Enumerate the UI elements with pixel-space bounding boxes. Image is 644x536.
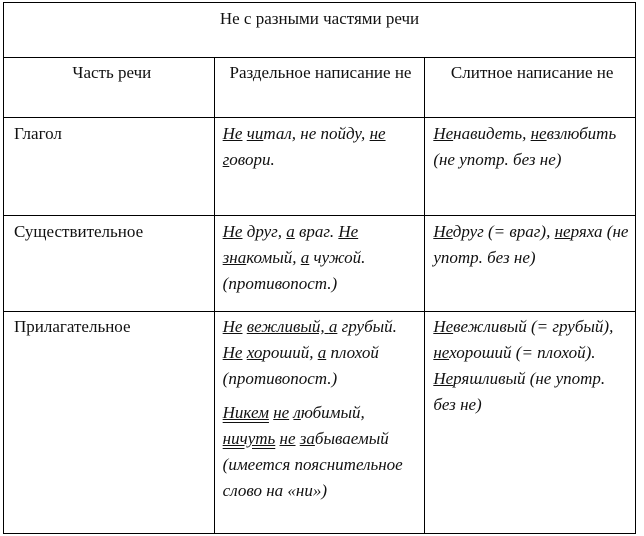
table-row [4,216,636,312]
text-segment: за [299,429,315,448]
text-segment: не [279,429,296,448]
header-joined: Слитное написание не [425,58,636,118]
text-segment: враг. [294,222,339,241]
text-segment: бываемый (имеется пояснительное слово на «ни») [222,429,403,500]
header-row [4,58,636,118]
text-segment: грубый. [337,317,397,336]
text-segment: а [300,248,310,267]
adjective-separate-examples [214,312,425,534]
text-segment: не [433,343,450,362]
text-segment: а [317,343,327,362]
text-segment: навидеть, [453,124,527,143]
text-segment: комый, [246,248,301,267]
text-segment: Не [433,369,454,388]
text-segment: чи [246,124,264,143]
header-separate: Раздельное написание не [214,58,425,118]
row-label-noun: Существительное [4,216,215,312]
text-segment: плохой (противопост.) [222,343,379,388]
document [3,2,636,528]
text-segment: тал, не пойду, [263,124,370,143]
text-segment: Не [222,222,243,241]
text-segment: г [222,150,230,169]
verb-joined-examples [425,118,636,216]
text-segment: Не [433,124,454,143]
row-label-verb: Глагол [4,118,215,216]
text-segment: взлюбить (не употр. без не) [433,124,617,169]
text-segment: ряшливый (не употр. без не) [433,369,606,414]
text-segment: не [369,124,386,143]
text-segment: Не [222,124,243,143]
text-segment: Никем [222,403,269,422]
text-segment: а [286,222,295,241]
text-segment: хо [246,343,263,362]
text-segment: роший, [262,343,318,362]
text-segment: Не [433,317,454,336]
adjective-joined-examples [425,312,636,534]
text-segment: друг, [242,222,287,241]
header-part-of-speech: Часть речи [4,58,215,118]
table-row [4,312,636,534]
text-segment: не [530,124,547,143]
text-segment: ряха (не употр. без не) [433,222,629,267]
row-label-adjective: Прилагательное [4,312,215,534]
text-segment: а [328,317,338,336]
adjective-separate-para-1 [223,314,419,392]
text-segment: Не [338,222,359,241]
text-segment: ничуть [222,429,276,448]
text-segment: хороший (= плохой). [449,343,596,362]
text-segment: не [554,222,571,241]
text-segment: л [293,403,301,422]
text-segment: овори. [229,150,275,169]
adjective-separate-para-2 [223,400,419,504]
noun-separate-examples [214,216,425,312]
text-segment: Не [222,343,243,362]
verb-separate-examples [214,118,425,216]
text-segment: вежливый, [246,317,329,336]
title-row [4,3,636,58]
text-segment: не [273,403,290,422]
text-segment: Не [433,222,453,241]
text-segment: чужой. (противопост.) [222,248,366,293]
text-segment: зна [222,248,247,267]
text-segment: юбимый, [300,403,365,422]
rules-table [3,2,636,534]
text-segment: вежливый (= грубый), [453,317,614,336]
text-segment: Не [222,317,243,336]
text-segment: друг (= враг), [452,222,551,241]
table-row [4,118,636,216]
table-title: Не с разными частями речи [4,3,636,58]
noun-joined-examples [425,216,636,312]
